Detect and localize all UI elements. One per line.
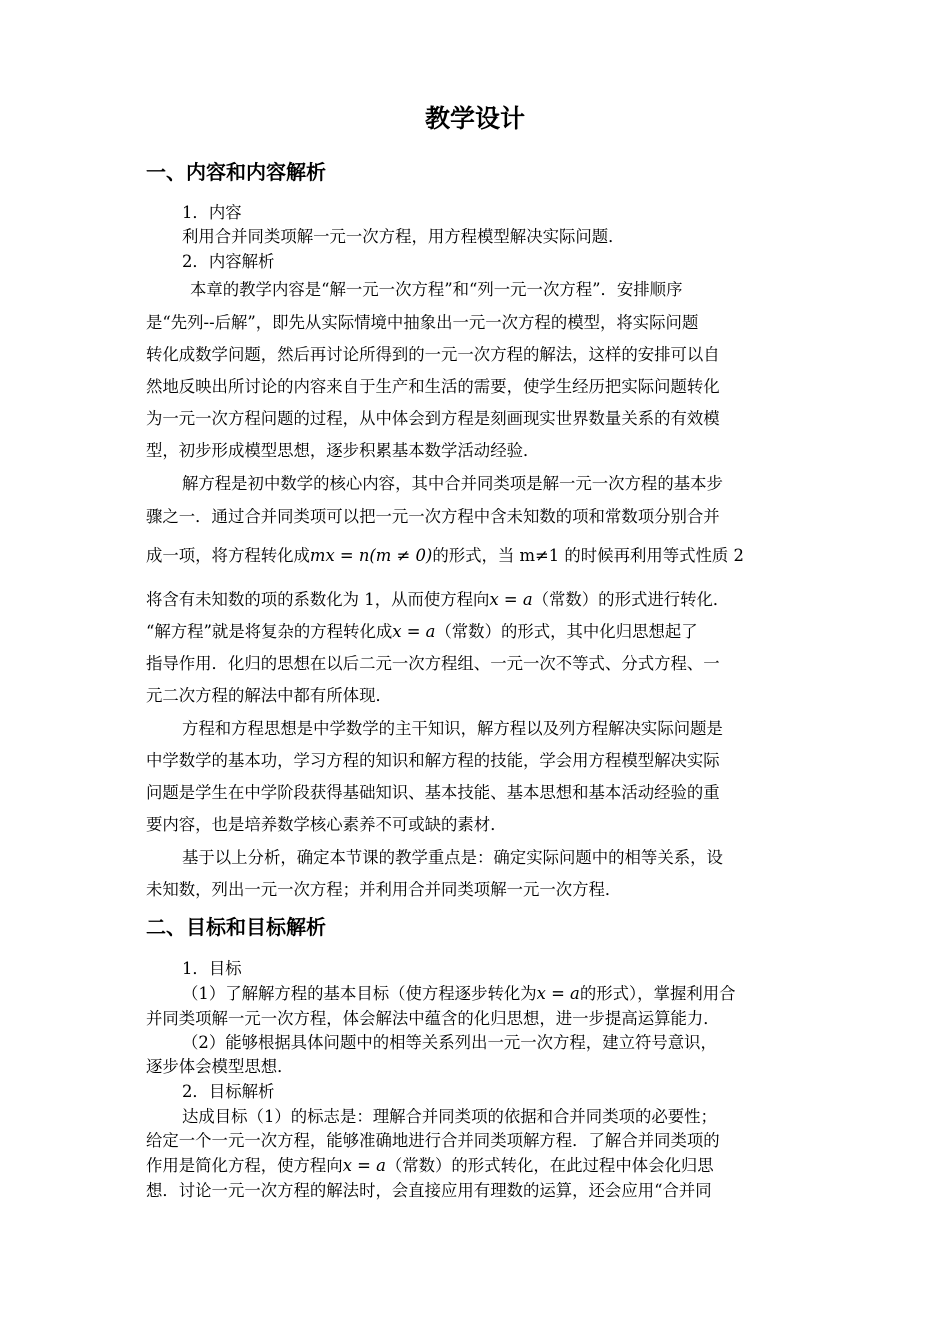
subheading-goals: 1．目标 [182,959,242,978]
paragraph-line: 基于以上分析，确定本节课的教学重点是：确定实际问题中的相等关系，设 [182,848,723,867]
text-segment: 将含有未知数的项的系数化为 1，从而使方程向 [146,590,490,609]
text-segment: 作用是简化方程，使方程向 [146,1156,343,1175]
subheading-goal-analysis: 2．目标解析 [182,1082,275,1101]
paragraph-line: 并同类项解一元一次方程，体会解法中蕴含的化归思想，进一步提高运算能力． [146,1009,720,1028]
paragraph-line: 元二次方程的解法中都有所体现． [146,686,392,705]
page-title: 教学设计 [424,104,525,133]
paragraph-line-with-formula [182,983,736,1005]
paragraph-line: 然地反映出所讨论的内容来自于生产和生活的需要，使学生经历把实际问题转化 [146,377,720,396]
formula: x = a [342,1156,386,1175]
section-heading-goals: 二、目标和目标解析 [146,915,326,939]
paragraph-line: 解方程是初中数学的核心内容，其中合并同类项是解一元一次方程的基本步 [182,474,723,493]
paragraph-line: 中学数学的基本功，学习方程的知识和解方程的技能，学会用方程模型解决实际 [146,751,720,770]
paragraph-line: 骤之一．通过合并同类项可以把一元一次方程中含未知数的项和常数项分别合并 [146,507,720,526]
paragraph-line: 要内容，也是培养数学核心素养不可或缺的素材． [146,815,507,834]
content-text: 利用合并同类项解一元一次方程，用方程模型解决实际问题． [182,227,625,246]
paragraph-line: 型，初步形成模型思想，逐步积累基本数学活动经验． [146,441,540,460]
text-segment: （1）了解解方程的基本目标（使方程逐步转化为 [182,984,537,1003]
text-segment: （常数）的形式进行转化． [532,590,730,609]
paragraph-line: 本章的教学内容是“解一元一次方程”和“列一元一次方程”．安排顺序 [190,280,683,299]
paragraph-line: 想．讨论一元一次方程的解法时，会直接应用有理数的运算，还会应用“合并同 [146,1181,712,1200]
paragraph-line: 问题是学生在中学阶段获得基础知识、基本技能、基本思想和基本活动经验的重 [146,783,720,802]
paragraph-line: （2）能够根据具体问题中的相等关系列出一元一次方程，建立符号意识， [182,1033,717,1052]
paragraph-line: 方程和方程思想是中学数学的主干知识，解方程以及列方程解决实际问题是 [182,719,723,738]
paragraph-line-with-formula [146,621,698,643]
text-segment: 的形式），掌握利用合 [579,984,736,1003]
paragraph-line: 未知数，列出一元一次方程；并利用合并同类项解一元一次方程． [146,880,622,899]
paragraph-line-with-formula [146,545,744,567]
text-segment: “解方程”就是将复杂的方程转化成 [146,622,393,641]
subheading-content-analysis: 2．内容解析 [182,252,275,271]
paragraph-line: 指导作用．化归的思想在以后二元一次方程组、一元一次不等式、分式方程、一 [146,654,720,673]
subheading-content: 1．内容 [182,203,242,222]
formula: x = a [392,622,436,641]
text-segment: 的形式，当 m≠1 的时候再利用等式性质 2 [432,546,744,565]
formula: mx = n(m ≠ 0) [309,546,433,565]
paragraph-line: 是“先列--后解”，即先从实际情境中抽象出一元一次方程的模型，将实际问题 [146,313,699,332]
section-heading-content: 一、内容和内容解析 [146,160,326,184]
formula: x = a [489,590,533,609]
paragraph-line: 给定一个一元一次方程，能够准确地进行合并同类项解方程．了解合并同类项的 [146,1131,720,1150]
paragraph-line-with-formula [146,589,729,611]
paragraph-line: 转化成数学问题，然后再讨论所得到的一元一次方程的解法，这样的安排可以自 [146,345,720,364]
formula: x = a [536,984,580,1003]
paragraph-line-with-formula [146,1155,714,1177]
text-segment: 成一项，将方程转化成 [146,546,310,565]
paragraph-line: 为一元一次方程问题的过程，从中体会到方程是刻画现实世界数量关系的有效模 [146,409,720,428]
text-segment: （常数）的形式转化，在此过程中体会化归思 [385,1156,714,1175]
text-segment: （常数）的形式，其中化归思想起了 [435,622,698,641]
paragraph-line: 达成目标（1）的标志是：理解合并同类项的依据和合并同类项的必要性； [182,1107,717,1126]
paragraph-line: 逐步体会模型思想． [146,1057,294,1076]
